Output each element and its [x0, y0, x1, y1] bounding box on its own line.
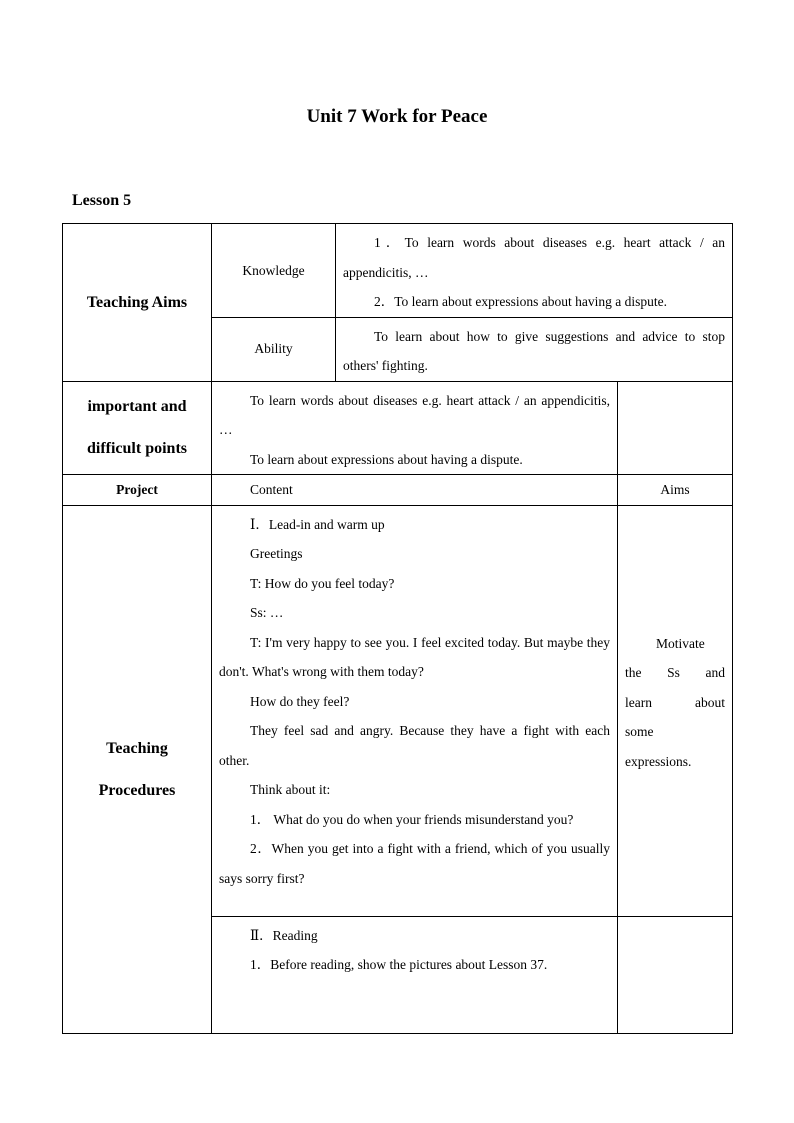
- important-content: [212, 381, 618, 475]
- section1-aim-line4: some: [625, 724, 654, 739]
- important-aims-empty: [618, 381, 733, 475]
- section1-aim-line5: expressions.: [625, 753, 692, 769]
- procedures-section1-row: [63, 505, 733, 916]
- knowledge-content: [336, 224, 733, 318]
- section1-line: 2．When you get into a fight with a friend, which of you usually says sorry first?: [219, 841, 610, 886]
- section2-heading: Ⅱ．Reading: [250, 927, 318, 943]
- knowledge-label: Knowledge: [212, 224, 336, 318]
- section1-content: [212, 505, 618, 916]
- section1-aim-line1: Motivate: [656, 635, 705, 651]
- section1-aim-line3: learn about: [625, 694, 725, 710]
- section1-line: T: I'm very happy to see you. I feel excited today. But maybe they don't. What's wrong with them today?: [219, 634, 610, 679]
- section1-line: T: How do you feel today?: [250, 575, 395, 591]
- section1-line: Think about it:: [250, 782, 331, 797]
- section1-line: Ss: …: [250, 605, 284, 620]
- header-row: [63, 475, 733, 506]
- important-text-2: To learn about expressions about having a dispute.: [250, 451, 523, 467]
- knowledge-row: [63, 224, 733, 318]
- important-label-line1: important and: [87, 397, 187, 415]
- header-project: Project: [63, 475, 212, 506]
- section1-line: How do they feel?: [250, 693, 350, 709]
- section2-aims-empty: [618, 916, 733, 1033]
- procedures-label-line1: Teaching: [106, 739, 168, 757]
- section1-line: They feel sad and angry. Because they have a fight with each other.: [219, 723, 610, 768]
- procedures-label-line2: Procedures: [98, 781, 176, 799]
- teaching-aims-label: Teaching Aims: [63, 224, 212, 382]
- section2-line1: 1．Before reading, show the pictures about Lesson 37.: [250, 957, 548, 972]
- ability-label: Ability: [212, 317, 336, 381]
- section1-heading: Ⅰ．Lead-in and warm up: [250, 516, 385, 532]
- section2-content: [212, 916, 618, 1033]
- important-row: [63, 381, 733, 475]
- header-content: Content: [212, 475, 618, 506]
- ability-content: [336, 317, 733, 381]
- teaching-procedures-label: [63, 505, 212, 1033]
- important-label-line2: difficult points: [86, 439, 187, 457]
- section1-aims: [618, 505, 733, 916]
- knowledge-item-1: 1．To learn words about diseases e.g. heart attack / an appendicitis, …: [343, 235, 725, 280]
- section1-line: Greetings: [250, 546, 303, 561]
- important-points-label: [63, 381, 212, 475]
- lesson-label: Lesson 5: [72, 192, 132, 209]
- document-title: Unit 7 Work for Peace: [306, 106, 488, 127]
- ability-text: To learn about how to give suggestions and advice to stop others' fighting.: [343, 328, 725, 373]
- section1-line: 1． What do you do when your friends misunderstand you?: [250, 811, 574, 827]
- header-aims: Aims: [618, 475, 733, 506]
- knowledge-item-2: 2．To learn about expressions about having a dispute.: [374, 294, 667, 309]
- important-text-1: To learn words about diseases e.g. heart attack / an appendicitis, …: [219, 392, 610, 437]
- lesson-plan-table: [62, 223, 733, 1034]
- section1-aim-line2: the Ss and: [625, 665, 725, 680]
